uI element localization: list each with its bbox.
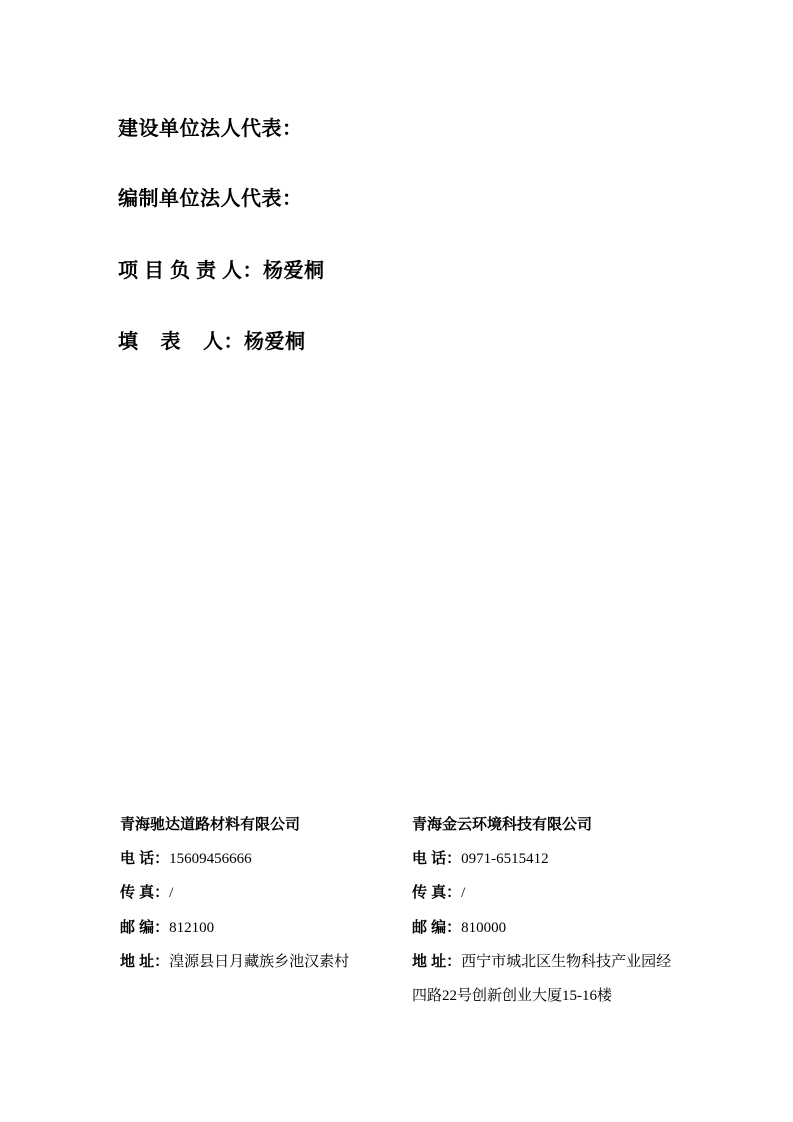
company-name-construction: 青海驰达道路材料有限公司 <box>120 816 301 833</box>
signature-line-form-filler: 填 表 人：杨爱桐 <box>118 331 306 353</box>
phone-value: 15609456666 <box>169 850 252 867</box>
signature-line-project-leader: 项 目 负 责 人：杨爱桐 <box>118 260 325 282</box>
address-value: 湟源县日月藏族乡池汉素村 <box>169 954 350 971</box>
zipcode-label: 邮 编： <box>412 918 462 936</box>
address-label: 地 址： <box>120 953 170 971</box>
contact-row-zipcode <box>120 911 412 946</box>
contact-row-fax <box>120 876 412 911</box>
fax-value: / <box>169 885 174 902</box>
contact-row-address <box>120 945 412 980</box>
fax-value: / <box>461 885 466 902</box>
phone-label: 电 话： <box>412 849 462 867</box>
address-label: 地 址： <box>412 953 462 971</box>
contact-row-fax <box>412 876 698 911</box>
zipcode-value: 810000 <box>461 919 507 936</box>
fax-label: 传 真： <box>412 884 462 902</box>
phone-label: 电 话： <box>120 849 170 867</box>
zipcode-value: 812100 <box>169 919 215 936</box>
address-value-line2: 四路22号创新创业大厦15-16楼 <box>412 987 612 1004</box>
contact-row-phone <box>120 842 412 877</box>
address-value-line1: 西宁市城北区生物科技产业园经 <box>461 954 672 971</box>
signature-line-construction-unit-legal-rep: 建设单位法人代表： <box>118 118 303 140</box>
contact-row-zipcode <box>412 911 698 946</box>
phone-value: 0971-6515412 <box>461 850 549 867</box>
zipcode-label: 邮 编： <box>120 918 170 936</box>
contact-column-compiling-company <box>412 808 698 1014</box>
contact-column-construction-company <box>120 808 412 980</box>
contact-row-address <box>412 945 698 1013</box>
company-name-compiling: 青海金云环境科技有限公司 <box>412 816 593 833</box>
fax-label: 传 真： <box>120 884 170 902</box>
signature-line-compiling-unit-legal-rep: 编制单位法人代表： <box>118 188 303 210</box>
contact-row-phone <box>412 842 698 877</box>
